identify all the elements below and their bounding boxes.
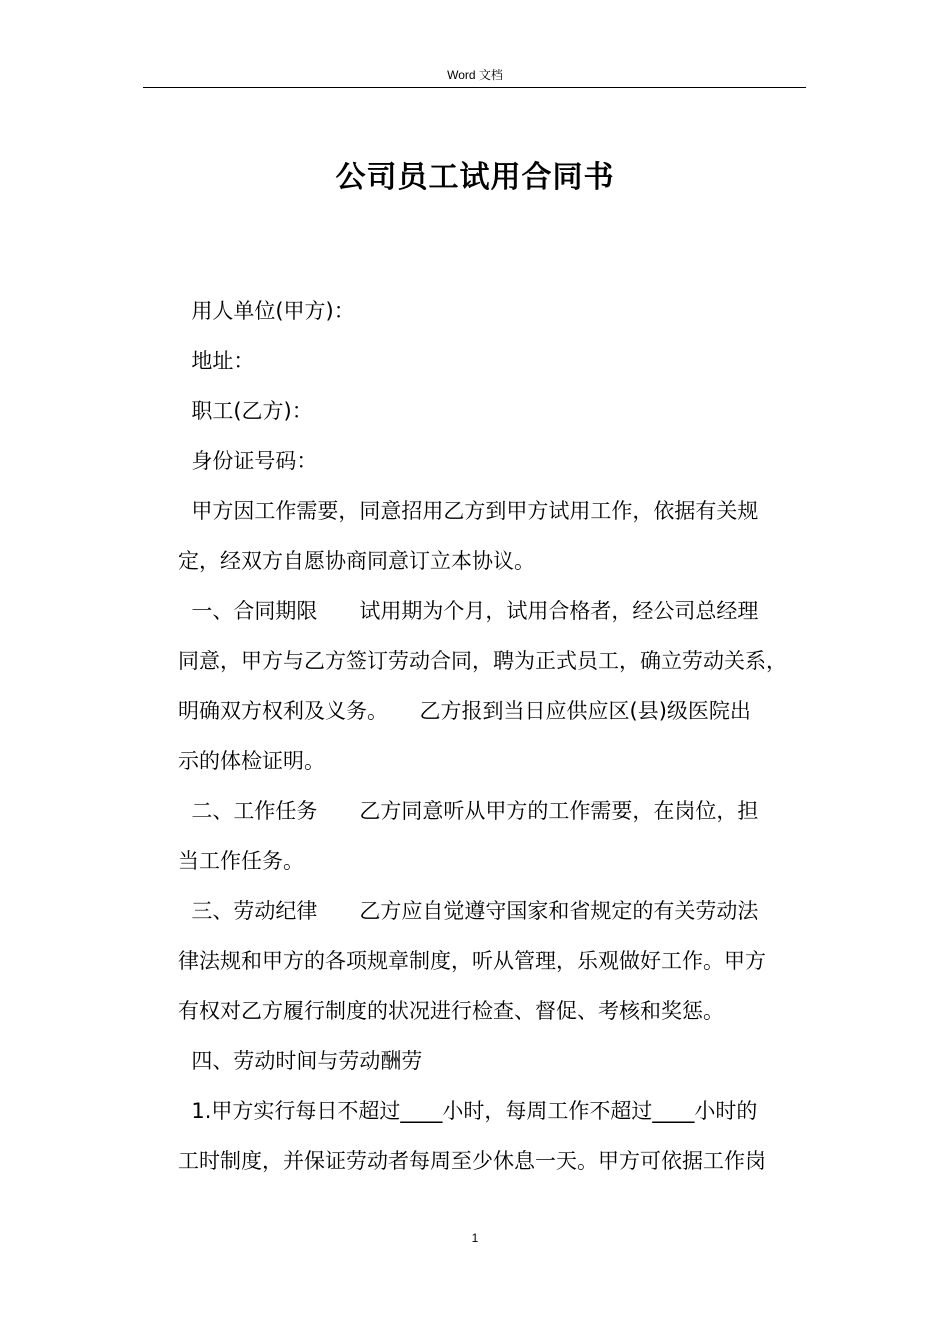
body-line: 有权对乙方履行制度的状况进行检查、督促、考核和奖惩。: [178, 999, 724, 1023]
body-line: 一、合同期限 试用期为个月，试用合格者，经公司总经理: [178, 599, 759, 623]
body-line: 三、劳动纪律 乙方应自觉遵守国家和省规定的有关劳动法: [178, 899, 759, 923]
body-line: 示的体检证明。: [178, 749, 325, 773]
document-title: 公司员工试用合同书: [335, 160, 615, 195]
header-divider: [143, 87, 806, 88]
body-line: 甲方因工作需要，同意招用乙方到甲方试用工作，依据有关规: [178, 499, 759, 523]
body-line: 律法规和甲方的各项规章制度，听从管理，乐观做好工作。甲方: [178, 949, 766, 973]
body-line: 工时制度，并保证劳动者每周至少休息一天。甲方可依据工作岗: [178, 1149, 766, 1173]
body-line: 明确双方权利及义务。 乙方报到当日应供应区(县)级医院出: [178, 699, 751, 723]
header-label: Word 文档: [447, 68, 503, 82]
body-line: 地址：: [178, 349, 255, 373]
body-line: 用人单位(甲方)：: [178, 299, 355, 323]
page-number: 1: [471, 1231, 479, 1245]
body-line: 1.甲方实行每日不超过____小时，每周工作不超过____小时的: [178, 1099, 758, 1123]
body-line: 定，经双方自愿协商同意订立本协议。: [178, 549, 535, 573]
body-line: 身份证号码：: [178, 449, 318, 473]
body-line: 二、工作任务 乙方同意听从甲方的工作需要，在岗位，担: [178, 799, 759, 823]
body-line: 职工(乙方)：: [178, 399, 313, 423]
body-line: 四、劳动时间与劳动酬劳: [178, 1049, 423, 1073]
body-line: 当工作任务。: [178, 849, 304, 873]
body-line: 同意，甲方与乙方签订劳动合同，聘为正式员工，确立劳动关系，: [178, 649, 787, 673]
document-body: [178, 286, 818, 1186]
